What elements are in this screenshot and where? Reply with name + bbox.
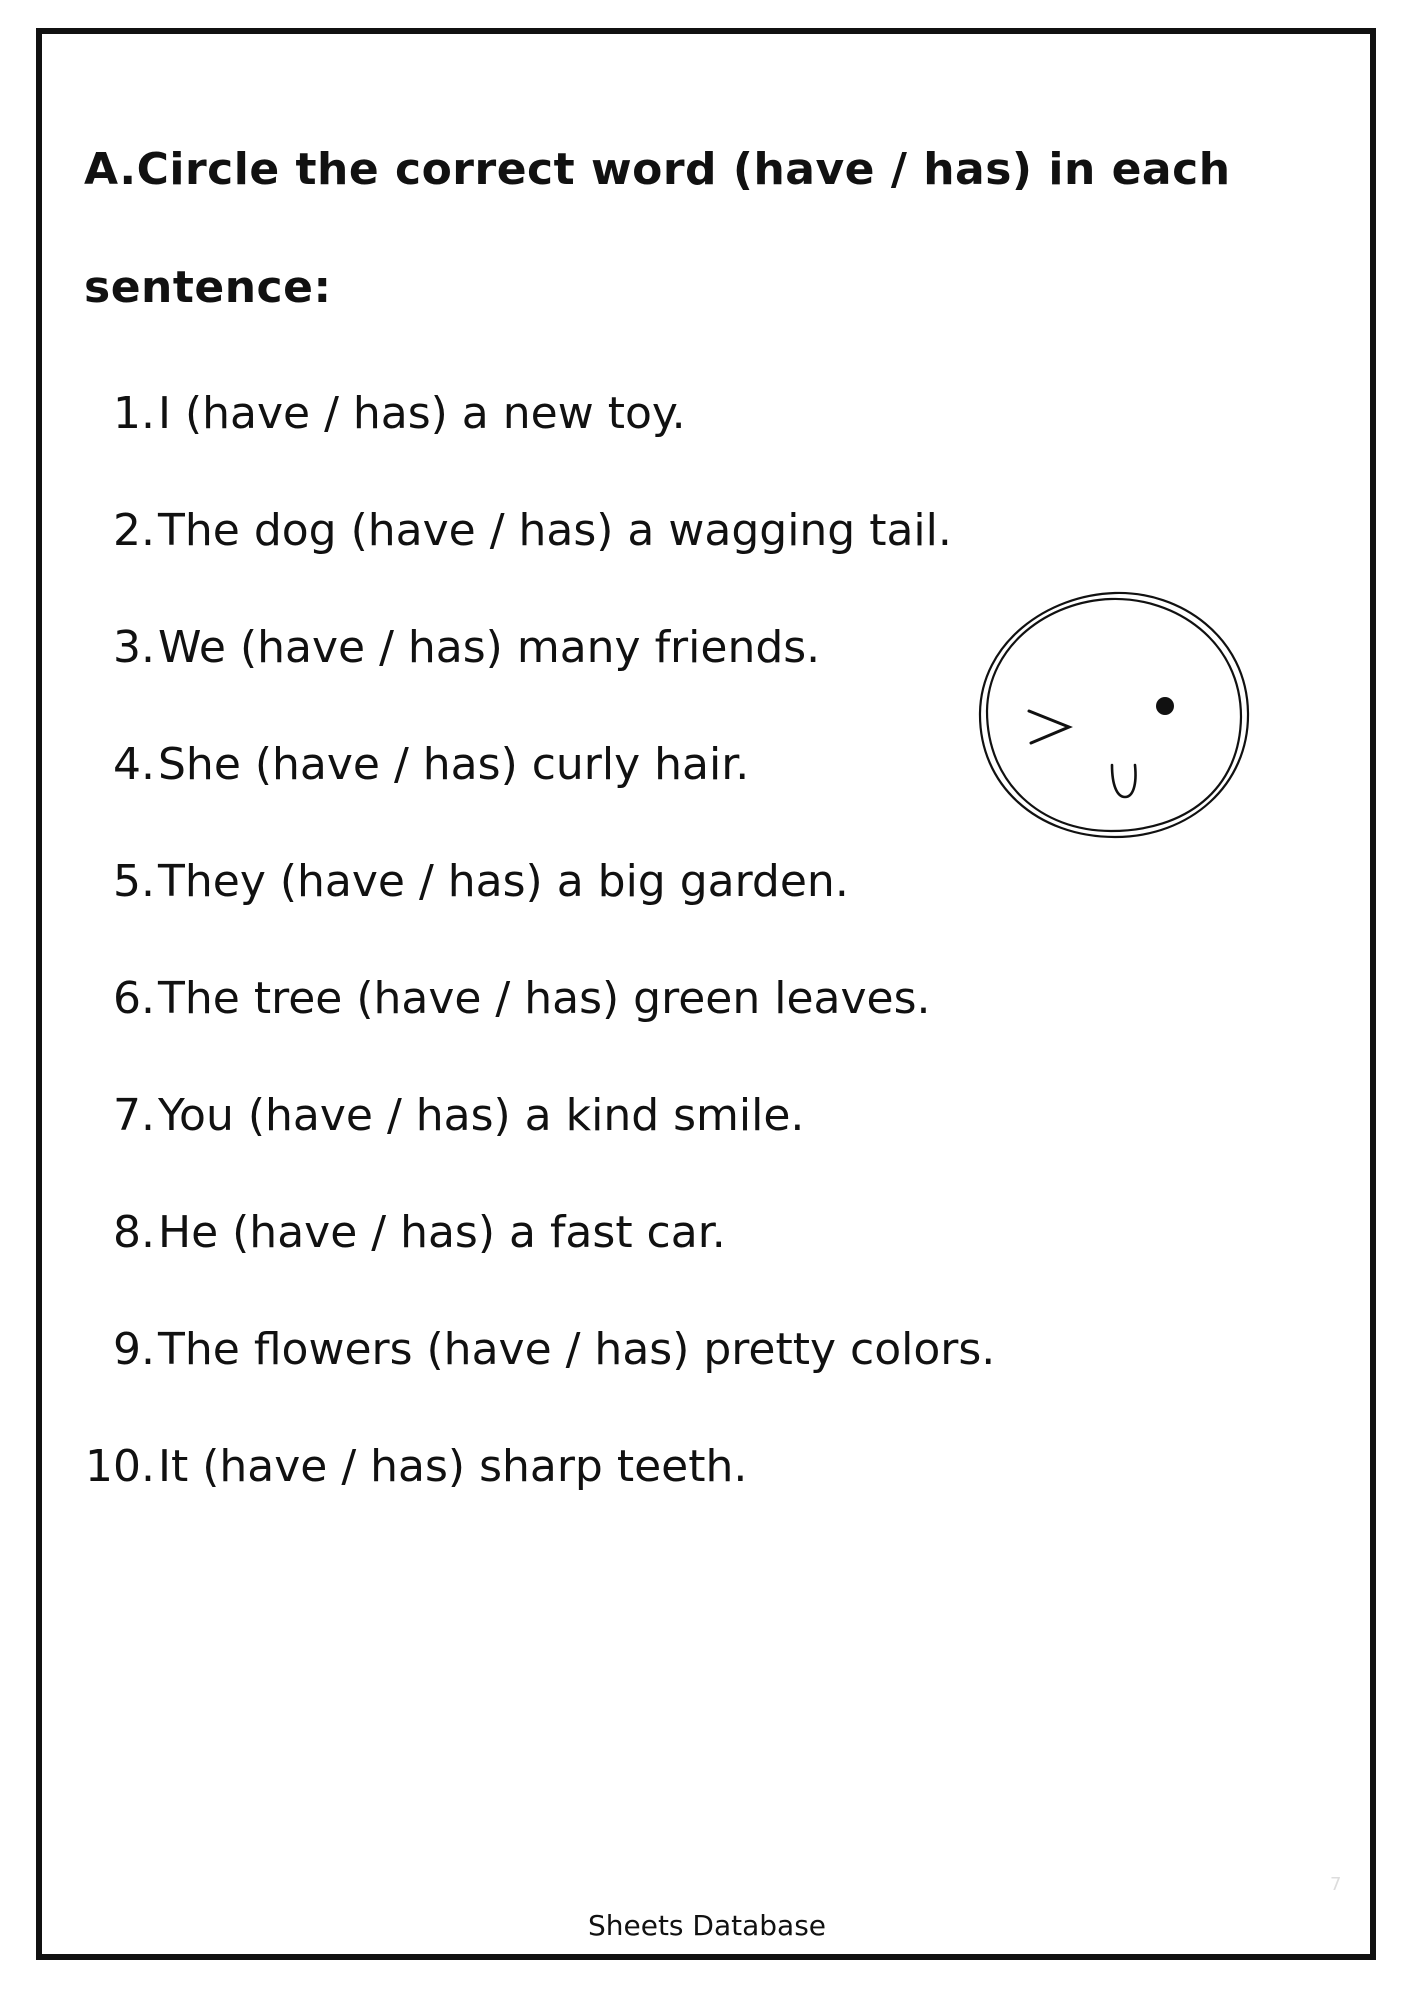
item-number: 4. bbox=[113, 739, 155, 790]
item-sentence: You (have / has) a kind smile. bbox=[158, 1090, 805, 1141]
item-number: 10. bbox=[85, 1441, 155, 1492]
item-sentence: She (have / has) curly hair. bbox=[158, 739, 750, 790]
item-number: 9. bbox=[113, 1324, 155, 1375]
item-number: 3. bbox=[113, 622, 155, 673]
instruction-heading-continued: sentence: bbox=[84, 262, 332, 313]
item-sentence: The dog (have / has) a wagging tail. bbox=[158, 505, 952, 556]
item-sentence: The tree (have / has) green leaves. bbox=[158, 973, 931, 1024]
item-sentence: He (have / has) a fast car. bbox=[158, 1207, 726, 1258]
source-footer: Sheets Database bbox=[587, 1909, 827, 1942]
item-sentence: I (have / has) a new toy. bbox=[158, 388, 686, 439]
item-number: 2. bbox=[113, 505, 155, 556]
item-number: 5. bbox=[113, 856, 155, 907]
item-number: 6. bbox=[113, 973, 155, 1024]
item-sentence: The flowers (have / has) pretty colors. bbox=[158, 1324, 996, 1375]
item-number: 1. bbox=[113, 388, 155, 439]
winking-smiley-icon bbox=[965, 585, 1265, 845]
item-number: 7. bbox=[113, 1090, 155, 1141]
item-sentence: It (have / has) sharp teeth. bbox=[158, 1441, 748, 1492]
item-sentence: We (have / has) many friends. bbox=[158, 622, 821, 673]
item-sentence: They (have / has) a big garden. bbox=[158, 856, 849, 907]
item-number: 8. bbox=[113, 1207, 155, 1258]
instruction-heading: A.Circle the correct word (have / has) in each bbox=[84, 144, 1231, 195]
page-number: 7 bbox=[1330, 1874, 1342, 1895]
